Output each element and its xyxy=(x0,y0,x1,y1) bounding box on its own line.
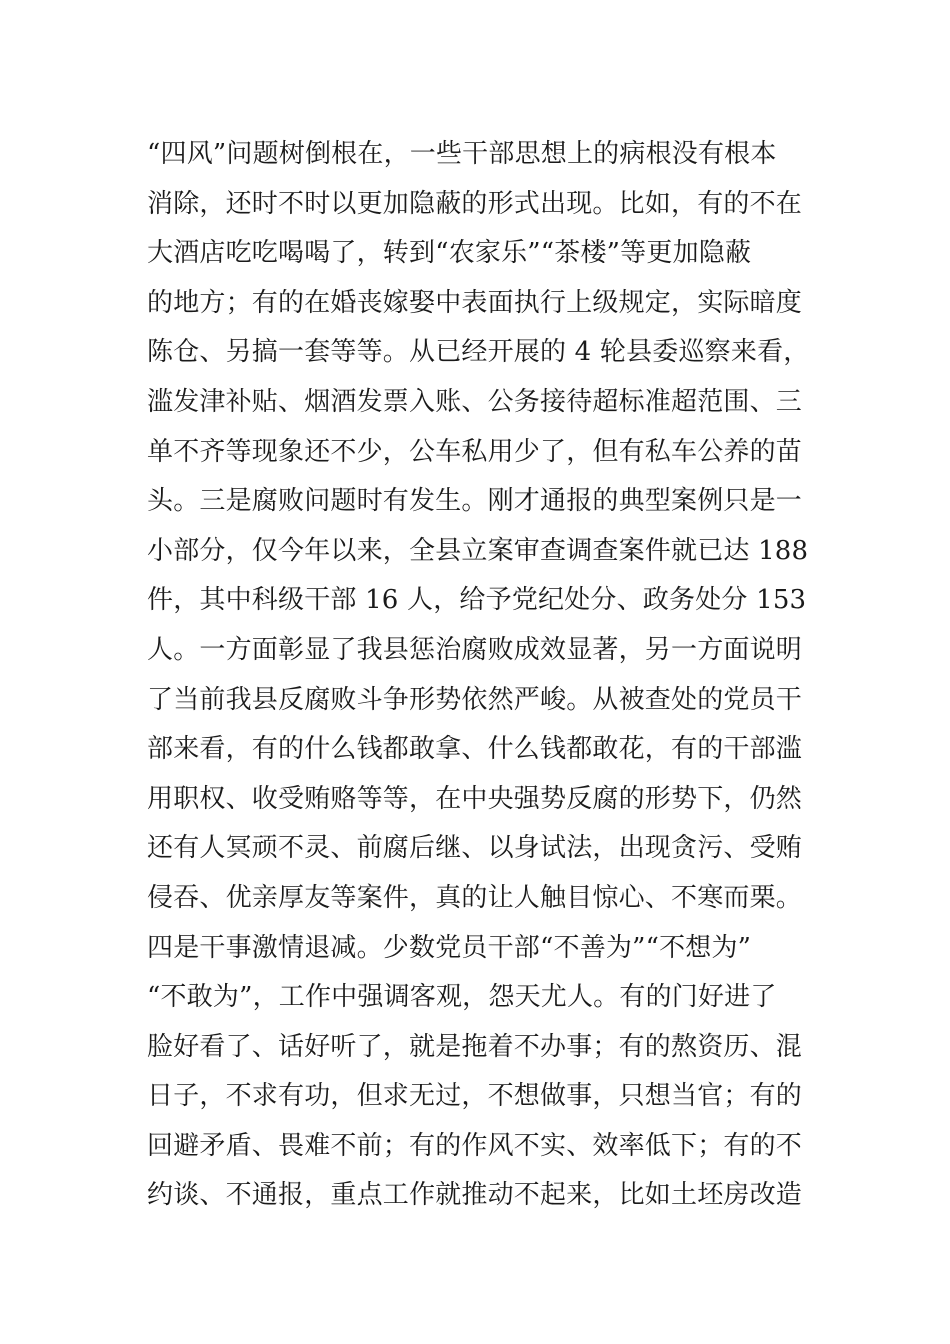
text-line-13: 部来看，有的什么钱都敢拿、什么钱都敢花，有的干部滥 xyxy=(147,734,803,765)
text-line-17: 四是干事激情退减。少数党员干部“不善为”“不想为” xyxy=(147,932,752,963)
body-text xyxy=(147,130,827,1221)
text-line-22: 约谈、不通报，重点工作就推动不起来，比如土坯房改造 xyxy=(147,1180,803,1211)
text-line-16: 侵吞、优亲厚友等案件，真的让人触目惊心、不寒而栗。 xyxy=(147,882,803,913)
text-line-2: 消除，还时不时以更加隐蔽的形式出现。比如，有的不在 xyxy=(147,188,803,219)
text-line-3: 大酒店吃吃喝喝了，转到“农家乐”“茶楼”等更加隐蔽 xyxy=(147,238,752,269)
text-line-4: 的地方；有的在婚丧嫁娶中表面执行上级规定，实际暗度 xyxy=(147,287,803,318)
text-line-18: “不敢为”，工作中强调客观，怨天尤人。有的门好进了 xyxy=(147,982,777,1013)
text-line-5: 陈仓、另搞一套等等。从已经开展的 4 轮县委巡察来看， xyxy=(147,337,810,368)
text-line-11: 人。一方面彰显了我县惩治腐败成效显著，另一方面说明 xyxy=(147,634,803,665)
text-line-6: 滥发津补贴、烟酒发票入账、公务接待超标准超范围、三 xyxy=(147,386,803,417)
text-line-10: 件，其中科级干部 16 人，给予党纪处分、政务处分 153 xyxy=(147,585,807,616)
text-line-20: 日子，不求有功，但求无过，不想做事，只想当官；有的 xyxy=(147,1081,803,1112)
text-line-7: 单不齐等现象还不少，公车私用少了，但有私车公养的苗 xyxy=(147,436,803,467)
text-line-15: 还有人冥顽不灵、前腐后继、以身试法，出现贪污、受贿 xyxy=(147,833,803,864)
text-line-1: “四风”问题树倒根在，一些干部思想上的病根没有根本 xyxy=(147,139,777,169)
text-line-12: 了当前我县反腐败斗争形势依然严峻。从被查处的党员干 xyxy=(147,684,803,715)
text-line-19: 脸好看了、话好听了，就是拖着不办事；有的熬资历、混 xyxy=(147,1031,803,1062)
text-line-9: 小部分，仅今年以来，全县立案审查调查案件就已达 188 xyxy=(147,535,809,566)
text-line-8: 头。三是腐败问题时有发生。刚才通报的典型案例只是一 xyxy=(147,486,803,517)
text-line-14: 用职权、收受贿赂等等，在中央强势反腐的形势下，仍然 xyxy=(147,783,803,814)
text-line-21: 回避矛盾、畏难不前；有的作风不实、效率低下；有的不 xyxy=(147,1130,803,1161)
